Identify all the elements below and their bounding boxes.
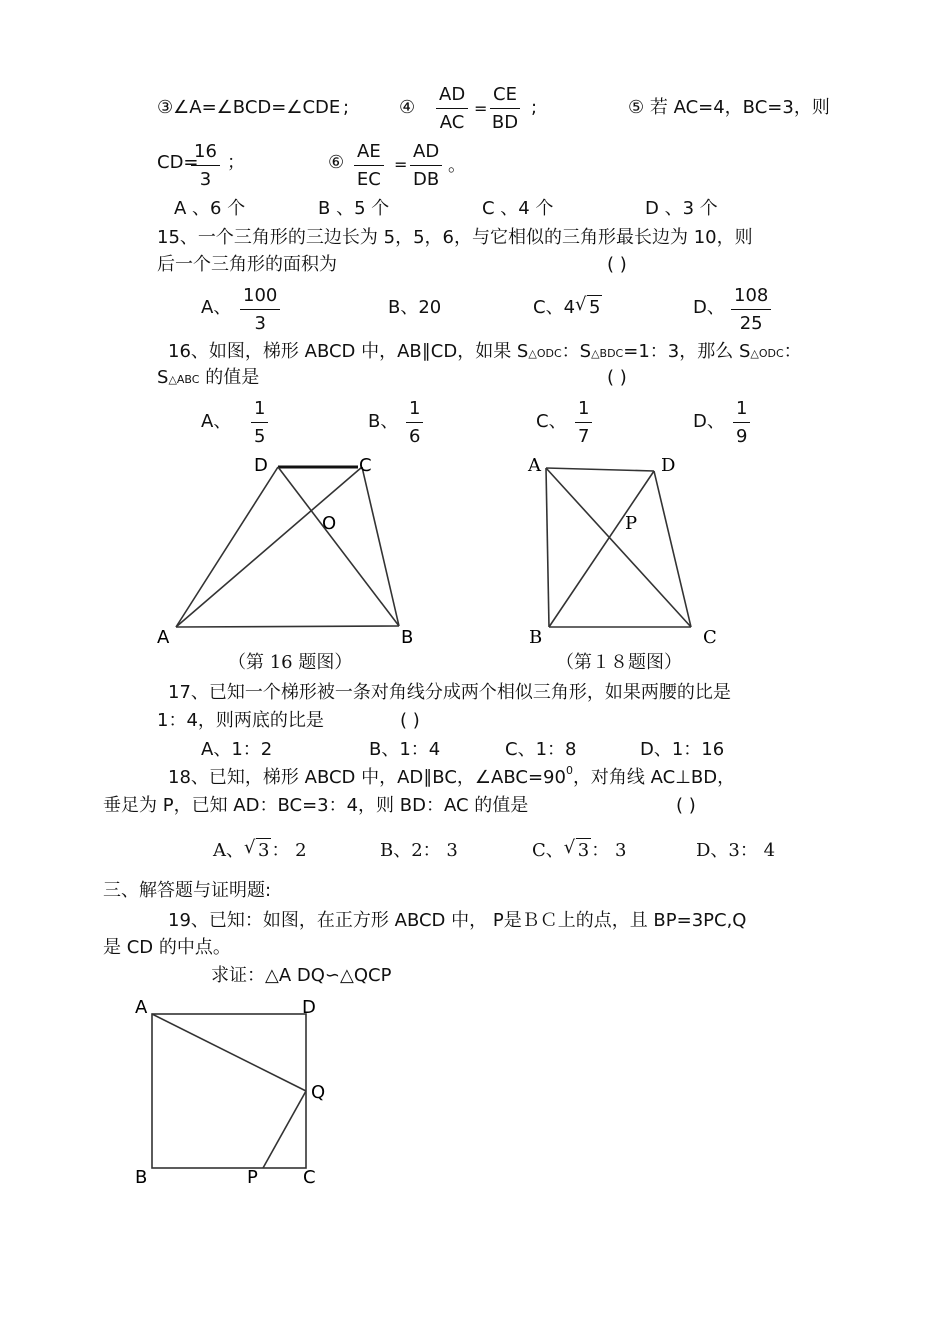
q17-option-b: B、1：4	[369, 739, 441, 760]
q16-option-a-frac: $\frac{1}{5}$	[251, 400, 268, 446]
fig18-side-ad	[546, 468, 654, 471]
fig18-side-dc	[654, 471, 691, 627]
fig19-label-d: D	[302, 997, 316, 1018]
q15-option-b: B、20	[388, 297, 442, 318]
q17-line1: 17、已知一个梯形被一条对角线分成两个相似三角形，如果两腰的比是	[168, 682, 731, 703]
q14-choice-6-frac1: $\frac{AE}{EC}$	[354, 143, 384, 189]
q16-option-d-label: D、	[693, 411, 725, 432]
q14-choice-4-eq: =	[474, 99, 488, 118]
q18-line2: 垂足为 P，已知 AD：BC=3：4，则 BD：AC 的值是	[103, 795, 529, 816]
q17-line2: 1：4，则两底的比是	[157, 710, 324, 731]
fig19-label-q: Q	[311, 1082, 326, 1103]
q18-option-d: D、3： 4	[696, 840, 776, 861]
fig18-diagonal-ac	[546, 468, 691, 627]
q19-line1: 19、已知：如图，在正方形 ABCD 中， P是ＢＣ上的点，且 BP=3PC,Q	[168, 910, 747, 931]
q14-option-a: A 、6 个	[174, 198, 246, 219]
q14-choice-5-end: ；	[227, 152, 245, 173]
q14-choice-5: ⑤ 若 AC=4，BC=3，则	[628, 97, 830, 118]
q16-option-b-label: B、	[368, 411, 399, 432]
fig18-diagonal-bd	[549, 471, 654, 627]
q16-option-c-frac: $\frac{1}{7}$	[575, 400, 592, 446]
fig16-side-ab	[176, 626, 399, 627]
q16-line2: S△ABC 的值是	[157, 367, 260, 388]
q14-choice-3: ③∠A=∠BCD=∠CDE	[157, 97, 341, 118]
q15-option-c: C、4 √ 5	[533, 294, 601, 318]
q17-answer-paren: ( )	[400, 710, 420, 731]
q15-option-a-label: A、	[201, 297, 232, 318]
fig16-label-a: A	[157, 627, 170, 648]
fig18-label-c: C	[703, 627, 717, 648]
q15-line2: 后一个三角形的面积为	[157, 254, 337, 275]
fig19-label-p: P	[247, 1167, 258, 1188]
fig16-label-d: D	[254, 455, 268, 476]
q14-choice-4-mark: ④	[399, 97, 416, 118]
fig19-segment-aq	[152, 1014, 306, 1091]
q14-choice-6-eq: =	[394, 155, 408, 174]
fig18-side-ab	[546, 468, 549, 627]
q14-choice-6-mark: ⑥	[328, 152, 345, 173]
q19-prove-statement: 求证：△A DQ∽△QCP	[211, 965, 392, 986]
q19-line2: 是 CD 的中点。	[103, 937, 231, 958]
fig18-label-b: B	[529, 627, 543, 648]
fig19-segment-qp	[263, 1091, 306, 1168]
figure-19-square	[0, 990, 400, 1200]
fig16-side-ad	[176, 467, 278, 627]
q15-answer-paren: ( )	[607, 254, 627, 275]
q14-choice-6-end: 。	[448, 155, 466, 176]
q18-answer-paren: ( )	[676, 795, 696, 816]
q18-option-b: B、2： 3	[380, 840, 458, 861]
fig18-label-a: A	[528, 455, 541, 476]
fig19-square-abcd	[152, 1014, 306, 1168]
q18-option-a: A、 √ 3 ： 2	[213, 837, 307, 861]
fig19-label-b: B	[135, 1167, 148, 1188]
fig16-label-c: C	[359, 455, 372, 476]
q14-choice-5-frac: $\frac{16}{3}$	[191, 143, 220, 189]
fig18-label-d: D	[661, 455, 676, 476]
q16-option-b-frac: $\frac{1}{6}$	[406, 400, 423, 446]
q14-choice-6-frac2: $\frac{AD}{DB}$	[410, 143, 442, 189]
sqrt-symbol: √ 3	[244, 837, 270, 861]
fig16-caption: （第 16 题图）	[228, 652, 353, 673]
q16-answer-paren: ( )	[607, 367, 627, 388]
q17-option-d: D、1：16	[640, 739, 725, 760]
q14-choice-5-cd: CD=	[157, 152, 199, 173]
fig16-diagonal-ac	[176, 467, 362, 627]
q14-option-c: C 、4 个	[482, 198, 554, 219]
q16-option-a-label: A、	[201, 411, 232, 432]
q14-choice-3-end: ;	[343, 97, 350, 118]
fig16-label-b: B	[401, 627, 414, 648]
fig16-label-o: O	[322, 513, 337, 534]
q16-option-c-label: C、	[536, 411, 567, 432]
fig19-label-a: A	[135, 997, 148, 1018]
q18-line1: 18、已知，梯形 ABCD 中，AD∥BC，$\angle ABC=90^0$，对角线 AC⊥BD，	[168, 764, 736, 788]
sqrt-symbol: √ 3	[563, 837, 590, 861]
sqrt-symbol: √ 5	[575, 294, 601, 318]
q14-choice-4-frac1: $\frac{AD}{AC}$	[436, 86, 468, 132]
q14-option-d: D 、3 个	[645, 198, 718, 219]
q17-option-c: C、1：8	[505, 739, 577, 760]
fig19-label-c: C	[303, 1167, 316, 1188]
q15-option-a-frac: $\frac{100}{3}$	[240, 287, 280, 333]
q15-option-d-label: D、	[693, 297, 725, 318]
q15-line1: 15、一个三角形的三边长为 5，5，6，与它相似的三角形最长边为 10，则	[157, 227, 753, 248]
q18-option-c: C、 √ 3 ： 3	[532, 837, 627, 861]
q14-choice-4-frac2: $\frac{CE}{BD}$	[491, 84, 519, 133]
section3-heading: 三、解答题与证明题:	[103, 880, 272, 901]
q15-option-d-frac: $\frac{108}{25}$	[731, 287, 771, 333]
q14-choice-4-end: ;	[531, 97, 538, 118]
q14-option-b: B 、5 个	[318, 198, 390, 219]
q16-option-d-frac: $\frac{1}{9}$	[733, 400, 750, 446]
q16-line1: 16、如图，梯形 ABCD 中，AB∥CD，如果 S△ODC：S△BDC=1：3，那么 S△ODC：	[168, 341, 802, 362]
q17-option-a: A、1：2	[201, 739, 273, 760]
fig18-label-p: P	[625, 513, 638, 534]
fig18-caption: （第１８题图）	[556, 652, 682, 673]
